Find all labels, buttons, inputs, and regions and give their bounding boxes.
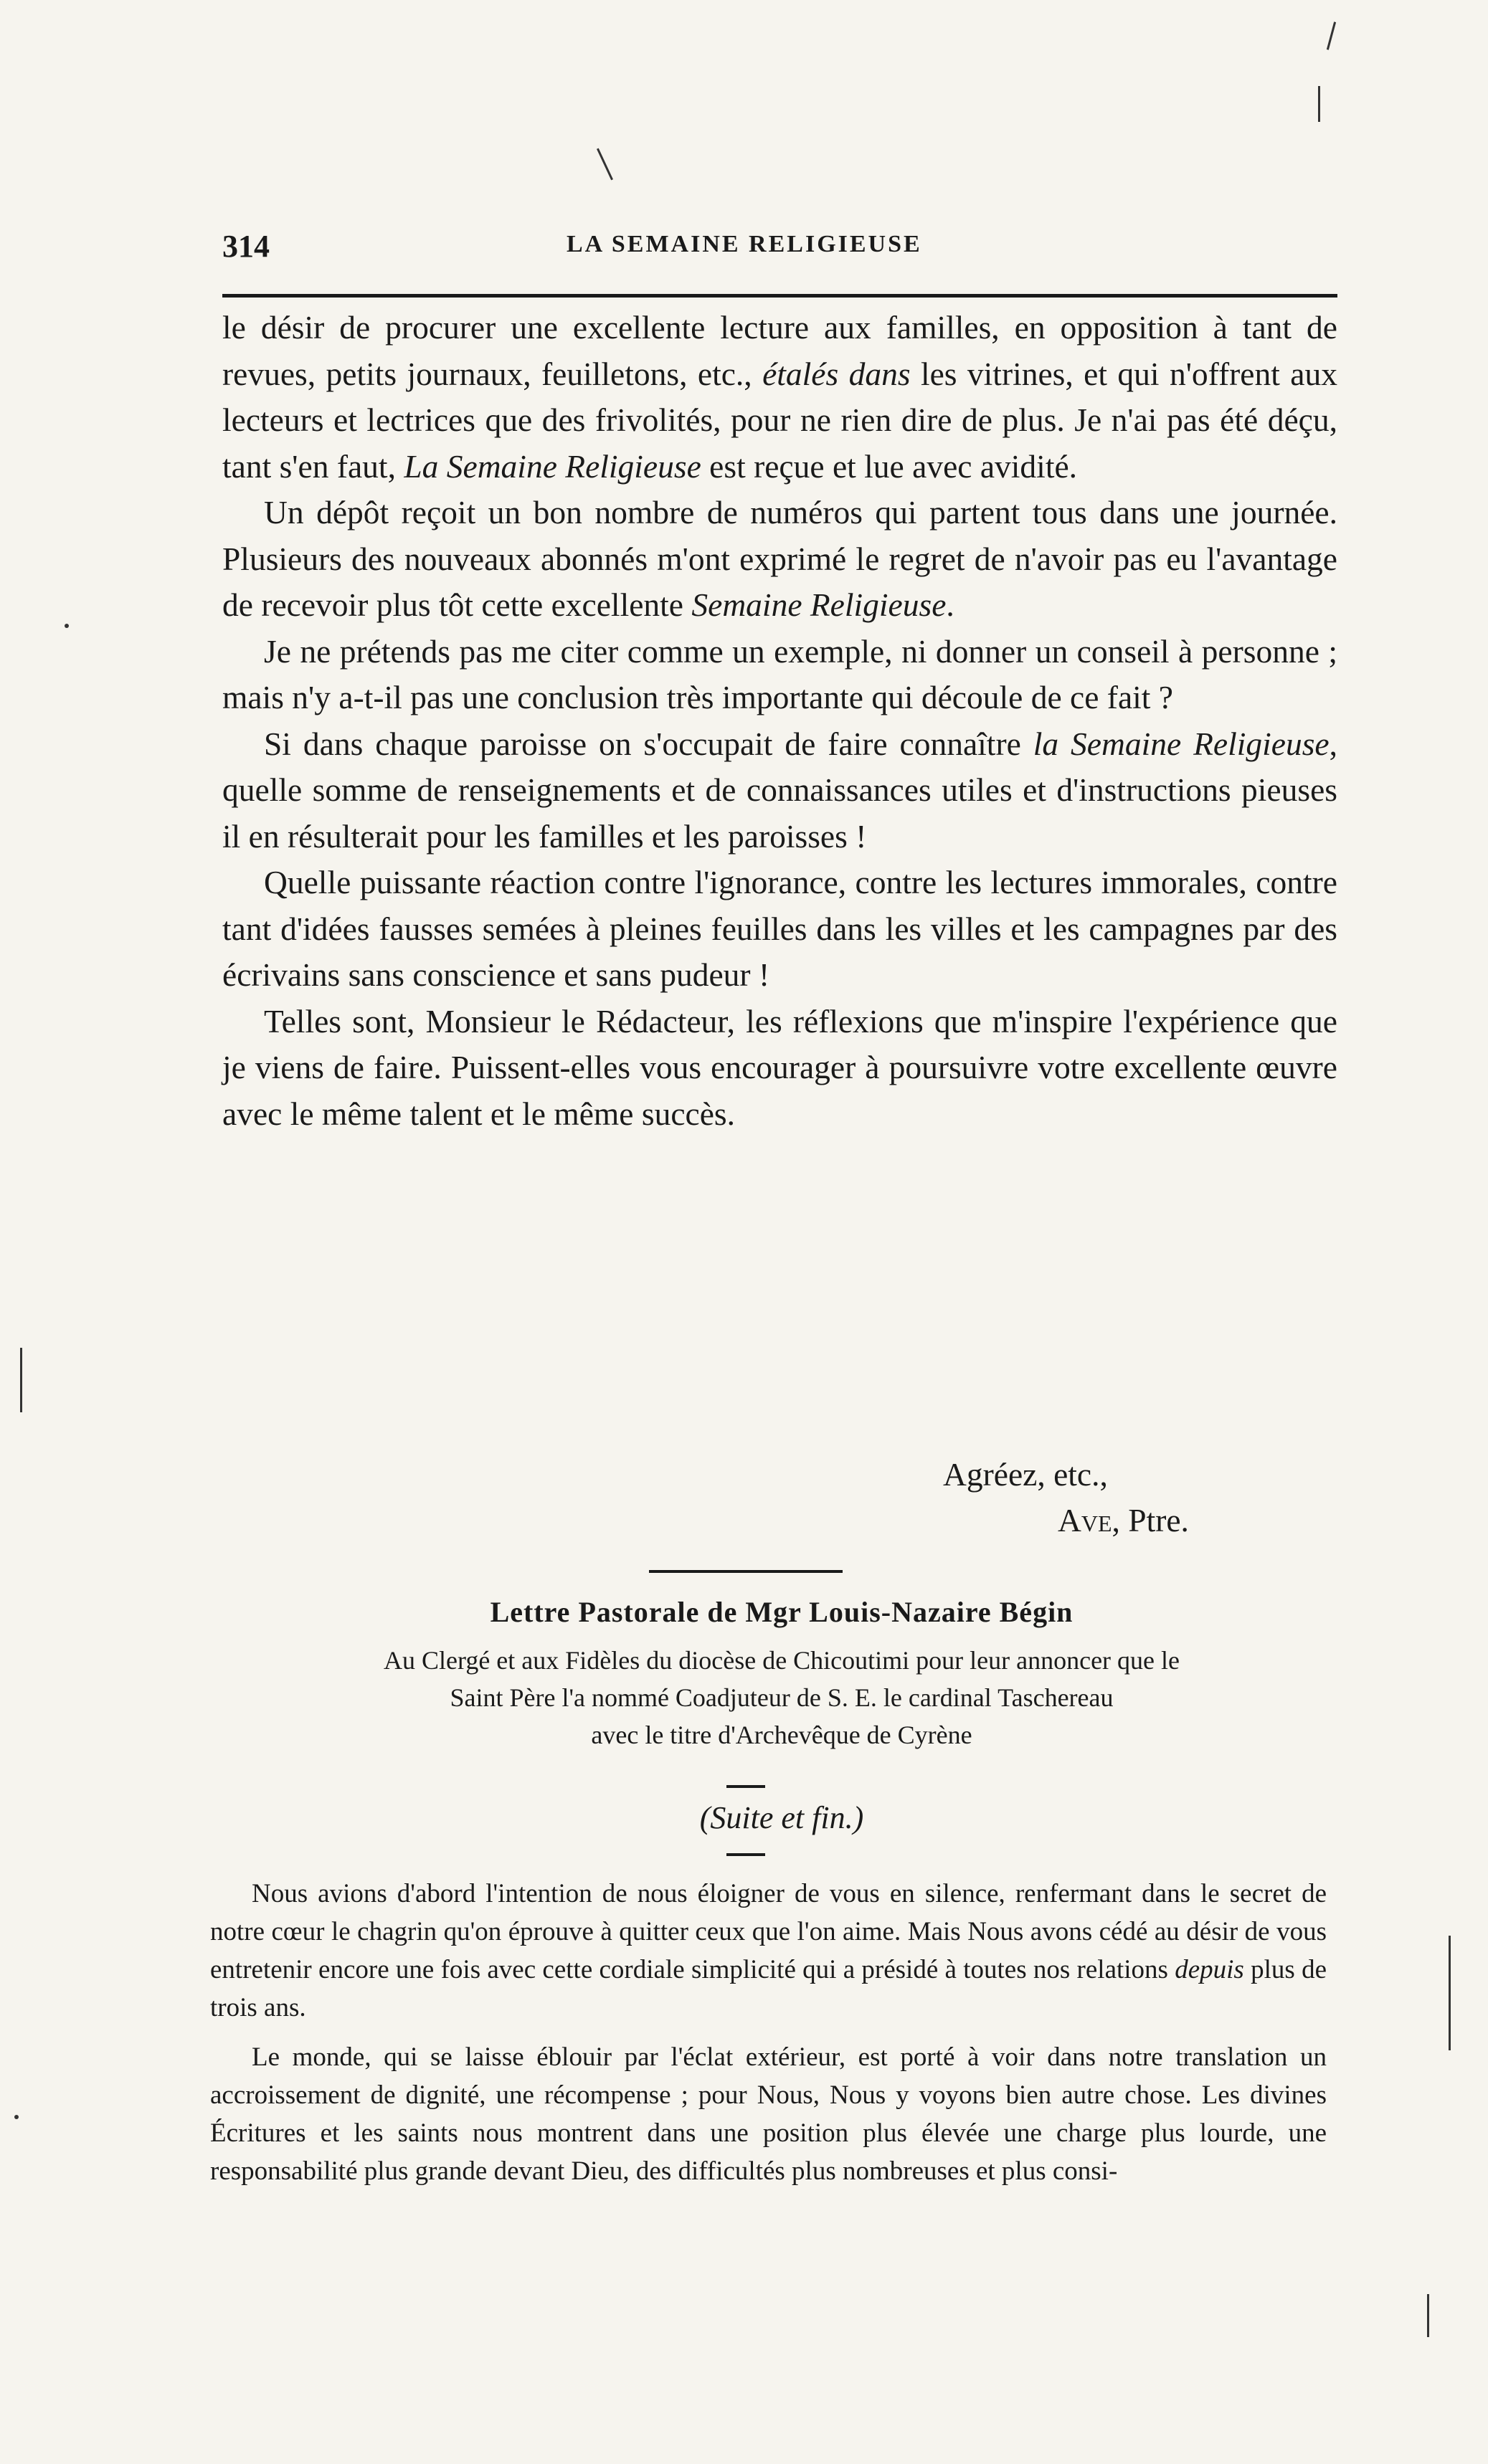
signature-title: , Ptre. — [1112, 1502, 1189, 1538]
signature-name: Ave — [1058, 1502, 1112, 1538]
italic-run: la Semaine Religieuse — [1033, 725, 1330, 762]
letter-address — [208, 1642, 1355, 1754]
text-run: , quelle somme de renseignements et de connaissances utiles et d'instructions pieuses il en résulterait pour les familles et les paroisses ! — [222, 725, 1337, 855]
paragraph-3: Je ne prétends pas me citer comme un exemple, ni donner un conseil à personne ; mais n'y a-t-il pas une conclusion très importante qui découle de ce fait ? — [222, 632, 1337, 715]
scan-artifact — [1449, 1936, 1451, 2050]
scan-artifact — [20, 1348, 22, 1412]
letter-title: Lettre Pastorale de Mgr Louis-Nazaire Bégin — [490, 1596, 1074, 1628]
scan-artifact — [14, 2115, 19, 2119]
scan-artifact — [65, 624, 69, 628]
short-rule — [726, 1785, 765, 1788]
pastoral-paragraph-1 — [210, 1875, 1327, 2027]
paragraph-1 — [222, 305, 1337, 490]
text-run: les vitrines, et qui n'offrent aux lecteurs et lectrices que des frivolités, pour ne rien dire de plus. Je n'ai pas été déçu, tant s'en faut, — [222, 355, 1337, 485]
italic-run: La Semaine Religieuse — [404, 447, 701, 485]
italic-run: Semaine Religieuse — [691, 586, 947, 623]
paragraph-4 — [222, 721, 1337, 860]
text-run: le désir de procurer une excellente lecture aux familles, en opposition à tant de revues, petits journaux, feuilletons, etc., — [222, 309, 1337, 392]
paragraph-2 — [222, 490, 1337, 629]
scan-artifact — [1327, 22, 1336, 49]
signature — [1058, 1498, 1337, 1543]
text-run: . — [946, 586, 954, 623]
scan-artifact — [1318, 86, 1320, 122]
address-line: Saint Père l'a nommé Coadjuteur de S. E. le cardinal Taschereau — [450, 1683, 1114, 1712]
running-title: LA SEMAINE RELIGIEUSE — [567, 231, 922, 257]
short-rule — [726, 1853, 765, 1856]
closing-salutation: Agréez, etc., — [943, 1456, 1108, 1493]
pastoral-paragraph-2: Le monde, qui se laisse éblouir par l'éclat extérieur, est porté à voir dans notre translation un accroissement de dignité, une récompense ; pour Nous, Nous y voyons bien autre chose. Les divines Écritures et les saints nous montrent dans une position plus élevée une charge plus lourde, une responsabilité plus grande devant Dieu, des difficultés plus nombreuses et plus consi- — [210, 2042, 1327, 2186]
section-divider — [649, 1570, 843, 1573]
pastoral-letter-body — [210, 1875, 1327, 2190]
header-rule — [222, 294, 1337, 298]
text-run: Si dans chaque paroisse on s'occupait de faire connaître — [264, 725, 1033, 762]
closing — [222, 1452, 1337, 1543]
page-number: 314 — [222, 229, 270, 264]
scan-artifact — [1427, 2294, 1429, 2337]
scan-artifact — [597, 148, 613, 181]
text-run: Un dépôt reçoit un bon nombre de numéros qui partent tous dans une journée. Plusieurs des nouveaux abonnés m'ont exprimé le regret de n'avoir pas eu l'avantage de recevoir plus tôt cette excellente — [222, 494, 1337, 623]
page-header — [222, 228, 1348, 271]
text-run: Nous avions d'abord l'intention de nous éloigner de vous en silence, renfermant dans le secret de notre cœur le chagrin qu'on éprouve à quitter ceux que l'on aime. Mais Nous avons cédé au désir de vous entretenir encore une fois avec cette cordiale simplicité qui a présidé à toutes nos relations — [210, 1879, 1327, 1984]
continuation-note: (Suite et fin.) — [699, 1800, 864, 1835]
address-line: avec le titre d'Archevêque de Cyrène — [591, 1721, 972, 1749]
paragraph-6: Telles sont, Monsieur le Rédacteur, les réflexions que m'inspire l'expérience que je viens de faire. Puissent-elles vous encourager à poursuivre votre excellente œuvre avec le même talent et le même succès. — [222, 1002, 1337, 1132]
text-run: est reçue et lue avec avidité. — [701, 447, 1078, 485]
letter-to-editor — [222, 305, 1337, 1137]
italic-run: étalés dans — [762, 355, 911, 392]
italic-run: depuis — [1175, 1955, 1244, 1984]
text-run: plus de trois ans. — [210, 1955, 1327, 2022]
address-line: Au Clergé et aux Fidèles du diocèse de Chicoutimi pour leur annoncer que le — [383, 1646, 1180, 1675]
paragraph-5: Quelle puissante réaction contre l'ignorance, contre les lectures immorales, contre tant d'idées fausses semées à pleines feuilles dans les villes et les campagnes par des écrivains sans conscience et sans pudeur ! — [222, 864, 1337, 993]
